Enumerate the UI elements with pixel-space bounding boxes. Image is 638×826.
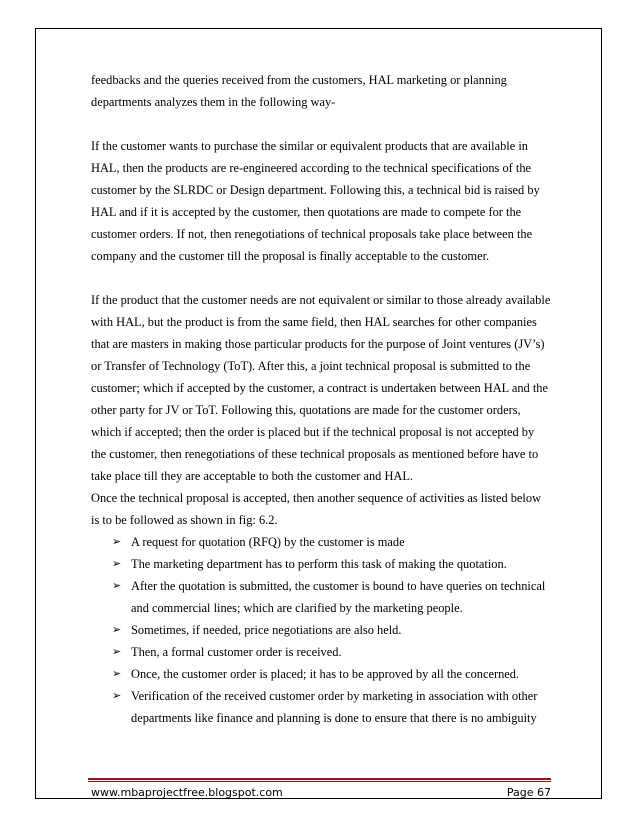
arrow-bullet-icon: ➢ — [112, 646, 122, 658]
footer-divider — [88, 778, 551, 782]
list-item-text: Verification of the received customer order by marketing in association with other departments like finance and planning is done to ensure that there is no ambiguity — [131, 689, 538, 725]
list-item-text: After the quotation is submitted, the customer is bound to have queries on technical and commercial lines; which are clarified by the marketing people. — [131, 579, 546, 615]
paragraph-feedbacks: feedbacks and the queries received from the customers, HAL marketing or planning departments analyzes them in the following way- — [91, 73, 507, 109]
list-item-text: Once, the customer order is placed; it has to be approved by all the concerned. — [131, 667, 520, 681]
list-item — [91, 685, 551, 729]
list-item — [91, 531, 551, 553]
footer-url: www.mbaprojectfree.blogspot.com — [91, 786, 283, 799]
paragraph-non-equivalent-products: If the product that the customer needs are not equivalent or similar to those already available with HAL, but the product is from the same field, then HAL searches for other companies that are masters in making those particular products for the purpose of Joint ventures (JV’s) or Transfer of Technology (ToT). After this, a joint technical proposal is submitted to the customer; which if accepted by the customer, a contract is undertaken between HAL and the other party for JV or ToT. Following this, quotations are made for the customer orders, which if accepted; then the order is placed but if the technical proposal is not accepted by the customer, then renegotiations of these technical proposals as mentioned before have to take place till they are acceptable to both the customer and HAL. — [91, 293, 551, 483]
list-item-text: Then, a formal customer order is received. — [131, 645, 342, 659]
list-item — [91, 575, 551, 619]
activity-list — [91, 531, 551, 729]
list-item — [91, 619, 551, 641]
page-content — [91, 69, 551, 729]
list-item — [91, 553, 551, 575]
footer-divider-thick — [88, 778, 551, 780]
page-number: Page 67 — [506, 786, 551, 799]
paragraph-sequence-intro: Once the technical proposal is accepted, then another sequence of activities as listed below is to be followed as shown in fig: 6.2. — [91, 491, 542, 527]
list-item-text: The marketing department has to perform this task of making the quotation. — [131, 557, 507, 571]
list-item — [91, 663, 551, 685]
arrow-bullet-icon: ➢ — [112, 690, 122, 702]
arrow-bullet-icon: ➢ — [112, 536, 122, 548]
arrow-bullet-icon: ➢ — [112, 624, 122, 636]
arrow-bullet-icon: ➢ — [112, 580, 122, 592]
list-item — [91, 641, 551, 663]
list-item-text: Sometimes, if needed, price negotiations are also held. — [131, 623, 402, 637]
paragraph-equivalent-products: If the customer wants to purchase the similar or equivalent products that are available in HAL, then the products are re-engineered according to the technical specifications of the customer by the SLRDC or Design department. Following this, a technical bid is raised by HAL and if it is accepted by the customer, then quotations are made to compete for the customer orders. If not, then renegotiations of technical proposals take place between the company and the customer till the proposal is finally acceptable to the customer. — [91, 139, 540, 263]
arrow-bullet-icon: ➢ — [112, 668, 122, 680]
footer-divider-thin — [88, 781, 551, 782]
list-item-text: A request for quotation (RFQ) by the customer is made — [131, 535, 405, 549]
arrow-bullet-icon: ➢ — [112, 558, 122, 570]
